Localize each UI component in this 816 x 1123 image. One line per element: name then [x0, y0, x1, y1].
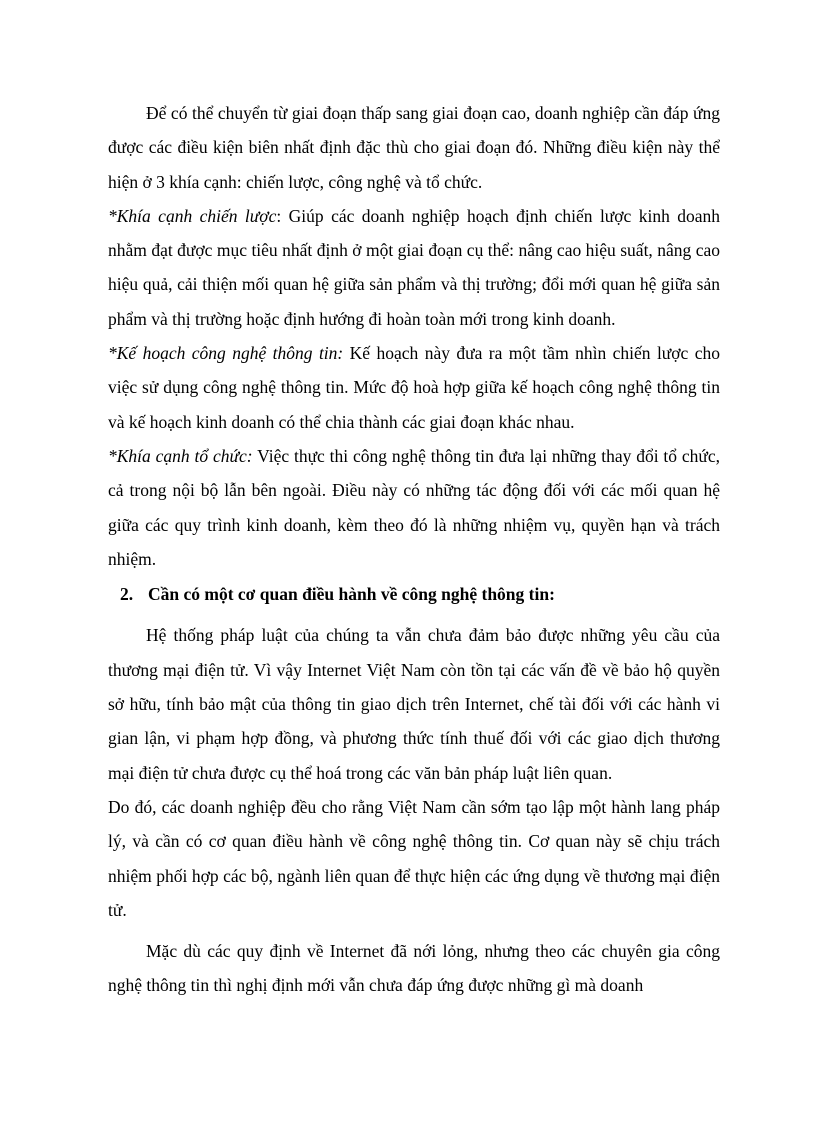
strategy-label: *Khía cạnh chiến lược [108, 205, 277, 226]
paragraph-organization [108, 439, 720, 576]
paragraph-legal-system: Hệ thống pháp luật của chúng ta vẫn chưa đảm bảo được những yêu cầu của thương mại điện tử. Vì vậy Internet Việt Nam còn tồn tại các vấn đề về bảo hộ quyền sở hữu, tính bảo mật của thông tin giao dịch trên Internet, chế tài đối với các hành vi gian lận, vi phạm hợp đồng, và phương thức tính thuế đối với các giao dịch thương mại điện tử chưa được cụ thể hoá trong các văn bản pháp luật liên quan. [108, 625, 720, 783]
section-number: 2. [120, 584, 134, 605]
organization-text: Việc thực thi công nghệ thông tin đưa lại những thay đổi tổ chức, cả trong nội bộ lẫn bên ngoài. Điều này có những tác động đối với các mối quan hệ giữa các quy trình kinh doanh, kèm theo đó là những nhiệm vụ, quyền hạn và trách nhiệm. [108, 445, 720, 569]
section-title: Cần có một cơ quan điều hành về công nghệ thông tin: [148, 584, 555, 605]
it-plan-label: *Kế hoạch công nghệ thông tin: [108, 343, 344, 364]
strategy-text: : Giúp các doanh nghiệp hoạch định chiến lược kinh doanh nhằm đạt được mục tiêu nhất định ở một giai đoạn cụ thể: nâng cao hiệu suất, nâng cao hiệu quả, cải thiện mối quan hệ giữa sản phẩm và thị trường; đổi mới quan hệ giữa sản phẩm và thị trường hoặc định hướng đi hoàn toàn mới trong kinh doanh. [108, 205, 720, 329]
it-plan-text: Kế hoạch này đưa ra một tầm nhìn chiến lược cho việc sử dụng công nghệ thông tin. Mức độ hoà hợp giữa kế hoạch công nghệ thông tin và kế hoạch kinh doanh có thể chia thành các giai đoạn khác nhau. [108, 343, 721, 432]
organization-label: *Khía cạnh tổ chức: [108, 445, 253, 466]
paragraph-it-plan [108, 336, 720, 439]
paragraph-legal-framework: Do đó, các doanh nghiệp đều cho rằng Việt Nam cần sớm tạo lập một hành lang pháp lý, và cần có cơ quan điều hành về công nghệ thông tin. Cơ quan này sẽ chịu trách nhiệm phối hợp các bộ, ngành liên quan để thực hiện các ứng dụng về thương mại điện tử. [108, 796, 720, 920]
paragraph-conditions: Để có thể chuyển từ giai đoạn thấp sang giai đoạn cao, doanh nghiệp cần đáp ứng được các điều kiện biên nhất định đặc thù cho giai đoạn đó. Những điều kiện này thể hiện ở 3 khía cạnh: chiến lược, công nghệ và tổ chức. [108, 103, 720, 192]
document-page [108, 96, 720, 1003]
paragraph-internet-regulations: Mặc dù các quy định về Internet đã nới lỏng, nhưng theo các chuyên gia công nghệ thông tin thì nghị định mới vẫn chưa đáp ứng được những gì mà doanh [108, 941, 720, 996]
section-heading [108, 577, 720, 611]
paragraph-strategy [108, 199, 720, 336]
